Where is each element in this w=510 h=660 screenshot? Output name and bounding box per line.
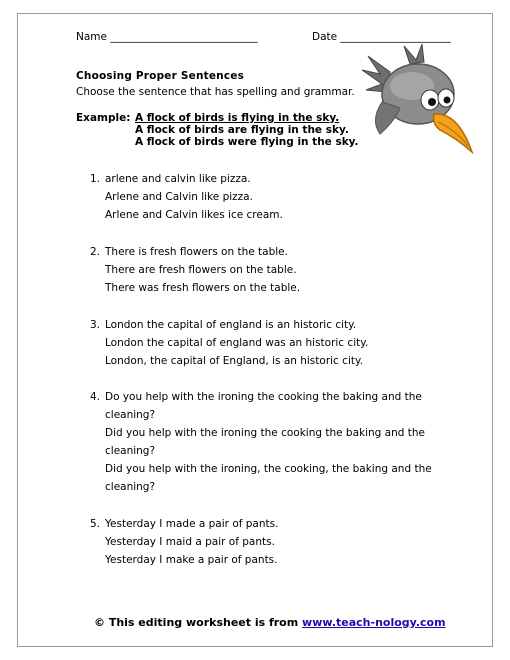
bird-illustration-icon: [360, 42, 480, 162]
answer-option-continued: cleaning?: [105, 409, 156, 421]
example-line: A flock of birds are flying in the sky.: [135, 124, 349, 136]
date-field-label: Date _____________________: [312, 31, 451, 43]
answer-option: Did you help with the ironing the cooking the baking and the: [105, 427, 426, 439]
answer-option: There is fresh flowers on the table.: [105, 246, 288, 258]
footer: [94, 616, 446, 629]
answer-option: Do you help with the ironing the cooking the baking and the: [105, 391, 422, 403]
footer-link[interactable]: www.teach-nology.com: [302, 616, 446, 629]
question-number: 4.: [90, 391, 101, 403]
question-number: 2.: [90, 246, 101, 258]
example-label: Example:: [76, 112, 131, 124]
answer-option: London, the capital of England, is an historic city.: [105, 355, 364, 367]
name-field-label: Name ____________________________: [76, 31, 258, 43]
question-number: 5.: [90, 518, 101, 530]
answer-option: Yesterday I make a pair of pants.: [105, 554, 278, 566]
question-number: 1.: [90, 173, 101, 185]
answer-option: Did you help with the ironing, the cooking, the baking and the: [105, 463, 432, 475]
answer-option: There are fresh flowers on the table.: [105, 264, 297, 276]
instructions-text: Choose the sentence that has spelling and grammar.: [76, 86, 355, 98]
answer-option-continued: cleaning?: [105, 445, 156, 457]
answer-option: Yesterday I made a pair of pants.: [105, 518, 279, 530]
answer-option: London the capital of england is an historic city.: [105, 319, 357, 331]
worksheet-title: Choosing Proper Sentences: [76, 70, 245, 82]
answer-option: London the capital of england was an historic city.: [105, 337, 369, 349]
answer-option: Arlene and Calvin like pizza.: [105, 191, 253, 203]
answer-option: Yesterday I maid a pair of pants.: [105, 536, 275, 548]
example-line-correct: A flock of birds is flying in the sky.: [135, 112, 340, 124]
answer-option: There was fresh flowers on the table.: [105, 282, 301, 294]
answer-option: Arlene and Calvin likes ice cream.: [105, 209, 283, 221]
answer-option-continued: cleaning?: [105, 481, 156, 493]
example-line: A flock of birds were flying in the sky.: [135, 136, 359, 148]
footer-text: © This editing worksheet is from: [94, 616, 303, 629]
question-number: 3.: [90, 319, 101, 331]
answer-option: arlene and calvin like pizza.: [105, 173, 251, 185]
